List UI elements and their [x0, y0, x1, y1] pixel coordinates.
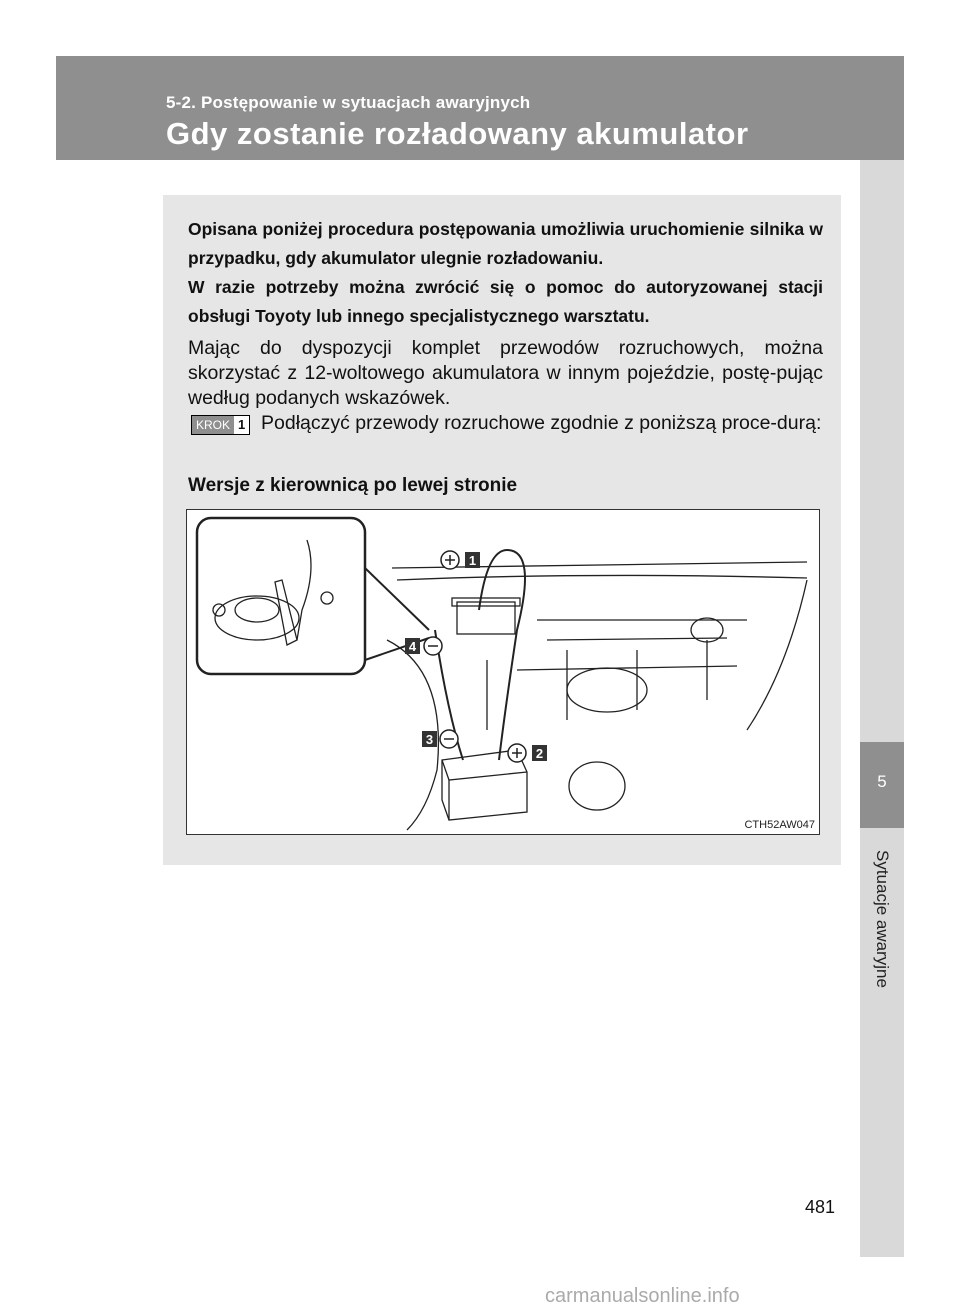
callout-3: 3	[425, 732, 434, 747]
callout-2: 2	[535, 746, 544, 761]
intro-bold-paragraph-1: Opisana poniżej procedura postępowania umożliwia uruchomienie silnika w przypadku, gdy akumulator ulegnie rozładowaniu.	[188, 219, 823, 268]
intro-bold-paragraph-2: W razie potrzeby można zwrócić się o pomoc do autoryzowanej stacji obsługi Toyoty lub innego specjalistycznego warsztatu.	[188, 277, 823, 326]
callout-4: 4	[408, 639, 417, 654]
intro-paragraph: Mając do dyspozycji komplet przewodów rozruchowych, można skorzystać z 12-woltowego akumulatora w innym pojeździe, postę-pując według podanych wskazówek.	[188, 337, 823, 409]
watermark: carmanualsonline.info	[545, 1285, 740, 1307]
content-box	[163, 195, 841, 865]
chapter-side-tab	[860, 160, 904, 1257]
chapter-label: Sytuacje awaryjne	[873, 850, 892, 988]
step-badge	[191, 415, 250, 435]
section-label: 5-2. Postępowanie w sytuacjach awaryjnych	[166, 93, 531, 112]
step-badge-label: KROK	[192, 416, 234, 434]
chapter-tab-active[interactable]	[860, 742, 904, 828]
page-title: Gdy zostanie rozładowany akumulator	[166, 116, 749, 151]
figure-code: CTH52AW047	[744, 819, 815, 831]
step-badge-number: 1	[238, 417, 246, 432]
callout-1: 1	[468, 553, 477, 568]
page-number: 481	[805, 1197, 836, 1217]
subheading: Wersje z kierownicą po lewej stronie	[188, 475, 518, 496]
engine-bay-illustration	[186, 509, 820, 835]
engine-illustration-svg	[187, 510, 819, 834]
chapter-number: 5	[877, 772, 887, 791]
page-header	[56, 56, 904, 160]
step-text: Podłączyć przewody rozruchowe zgodnie z poniższą proce-durą:	[261, 412, 822, 434]
